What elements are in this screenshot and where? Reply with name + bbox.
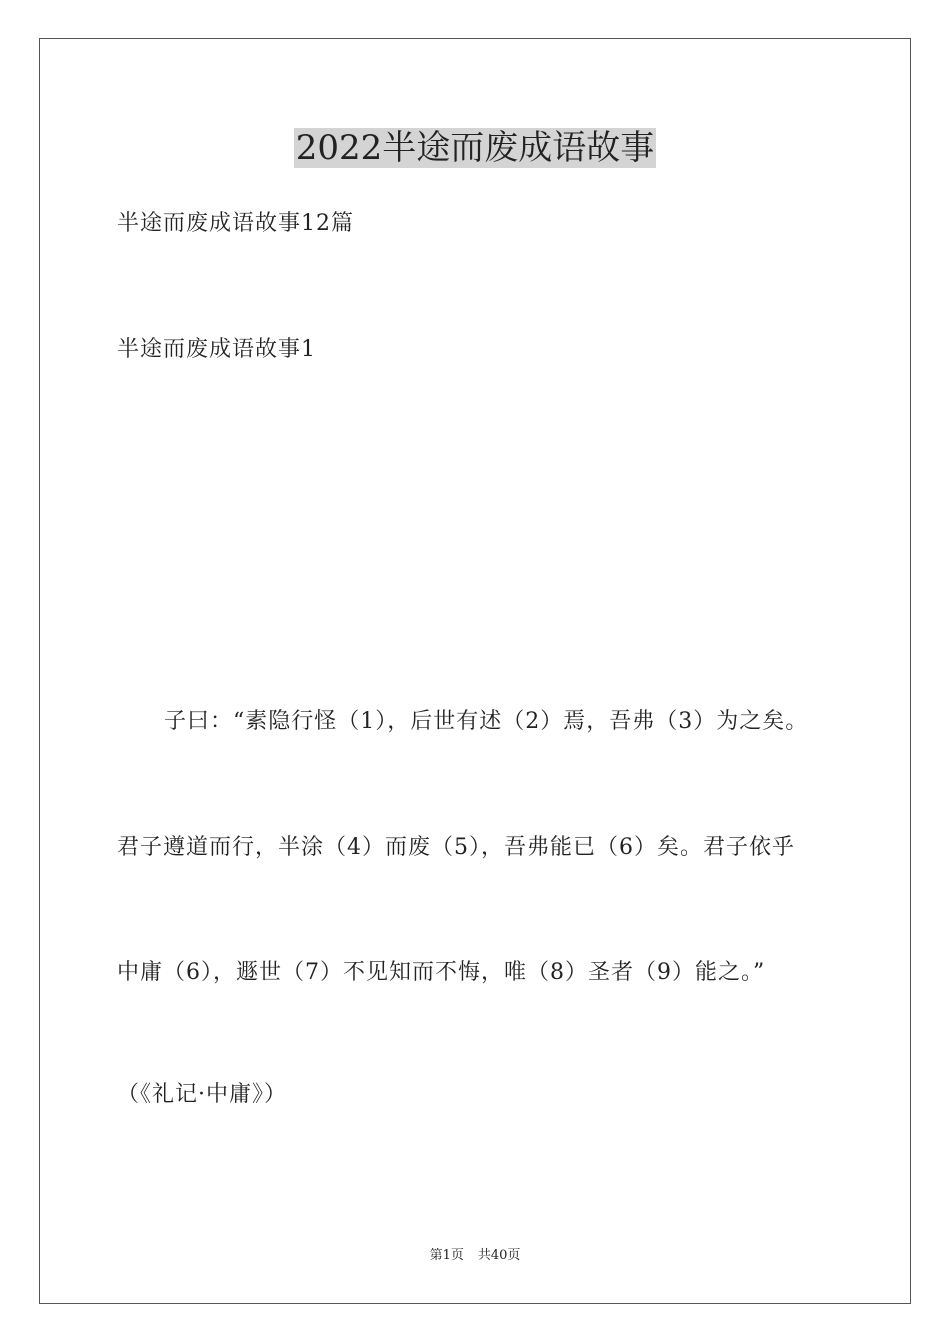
- page-number: 第1页: [429, 1248, 464, 1263]
- section-heading: 半途而废成语故事1: [117, 337, 316, 362]
- document-subtitle: 半途而废成语故事12篇: [117, 211, 354, 236]
- page-total: 共40页: [477, 1248, 521, 1263]
- page-footer: [0, 1247, 950, 1265]
- source-citation: （《礼记·中庸》）: [117, 1082, 287, 1107]
- paragraph-line: 中庸（6），遯世（7）不见知而不悔，唯（8）圣者（9）能之。”: [117, 960, 766, 985]
- paragraph-line: 子曰：“素隐行怪（1），后世有述（2）焉，吾弗（3）为之矣。: [164, 709, 809, 734]
- paragraph-line: 君子遵道而行，半涂（4）而废（5），吾弗能已（6）矣。君子依乎: [117, 835, 795, 860]
- document-title: 2022半途而废成语故事: [295, 128, 655, 168]
